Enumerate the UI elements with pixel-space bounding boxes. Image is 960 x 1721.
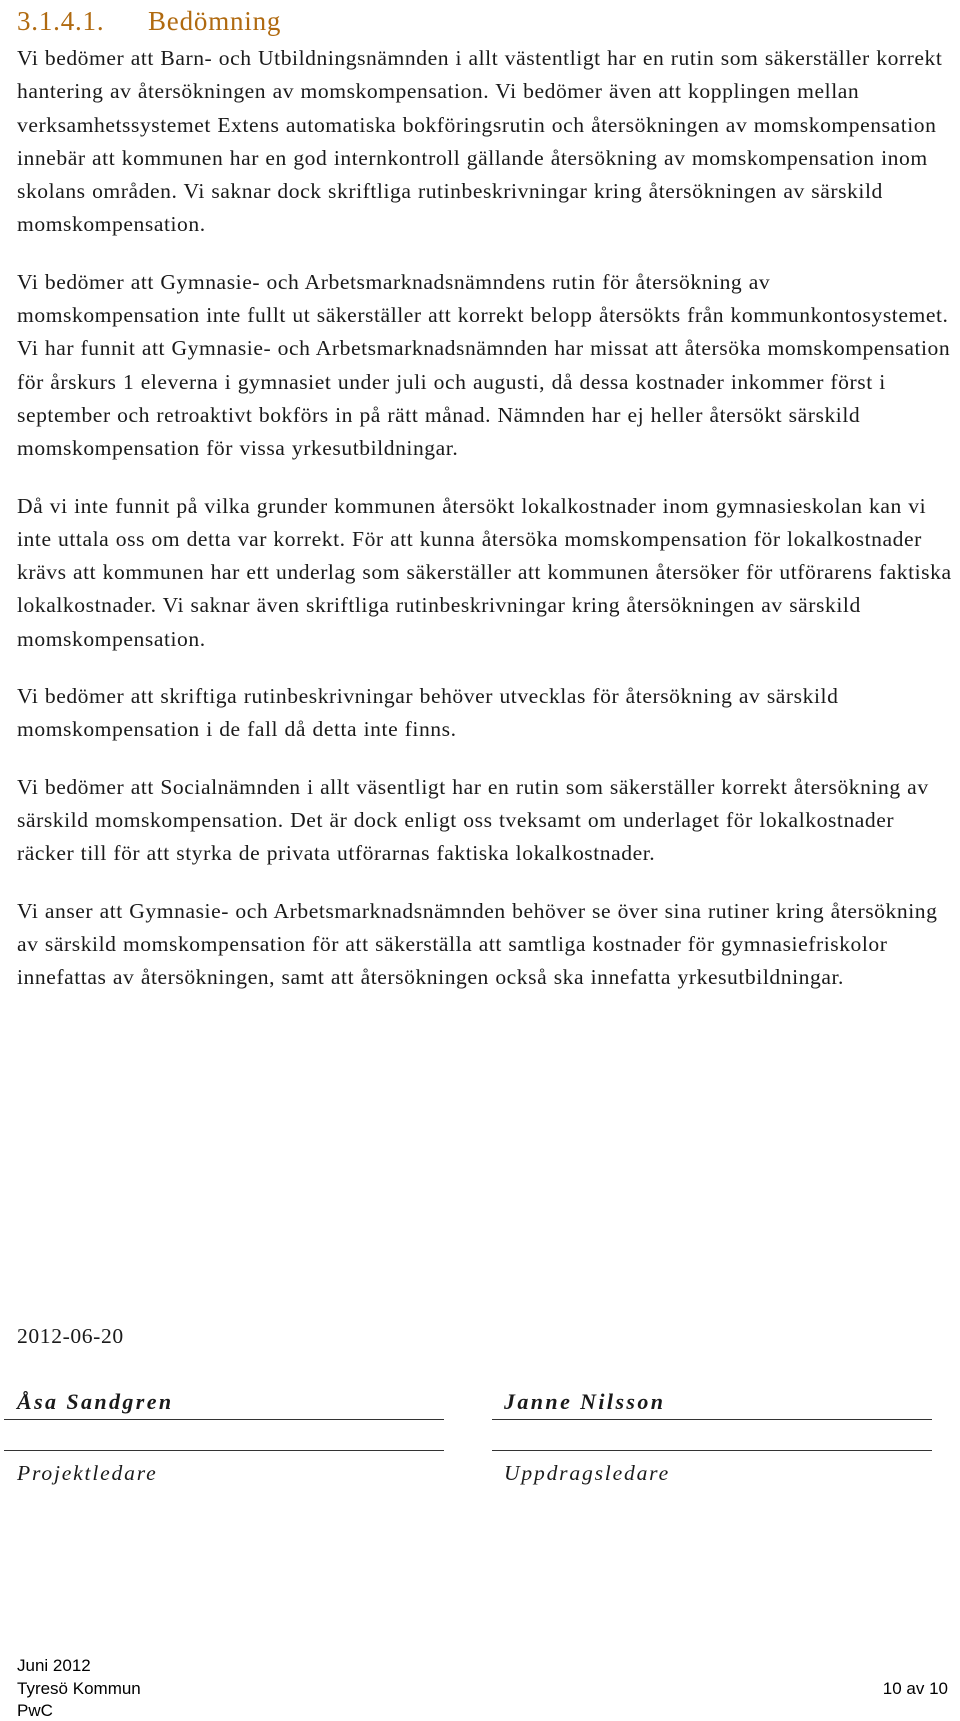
section-title: Bedömning	[148, 6, 282, 36]
left-signature-line-top	[4, 1419, 444, 1420]
paragraph-1: Vi bedömer att Barn- och Utbildningsnämnden i allt västentligt har en rutin som säkerställer korrekt hantering av återsökningen av momskompensation. Vi bedömer även att kopplingen mellan verksamhetssystemet Extens automatiska bokföringsrutin och återsökningen av momskompensation innebär att kommunen har en god internkontroll gällande återsökning av momskompensation inom skolans områden. Vi saknar dock skriftliga rutinbeskrivningar kring återsökningen av särskild momskompensation.	[17, 46, 943, 237]
section-heading	[17, 4, 281, 38]
footer-date: Juni 2012	[17, 1656, 91, 1675]
signature-date: 2012-06-20	[17, 1324, 124, 1348]
footer-organization: Tyresö Kommun	[17, 1679, 141, 1698]
paragraph-3: Då vi inte funnit på vilka grunder kommunen återsökt lokalkostnader inom gymnasieskolan kan vi inte uttala oss om detta var korrekt. För att kunna återsöka momskompensation för lokalkostnader krävs att kommunen har ett underlag som säkerställer att kommunen återsöker för utförarens faktiska lokalkostnader. Vi saknar även skriftliga rutinbeskrivningar kring återsökningen av särskild momskompensation.	[17, 493, 952, 651]
footer-firm: PwC	[17, 1701, 53, 1720]
paragraph-5: Vi bedömer att Socialnämnden i allt väsentligt har en rutin som säkerställer korrekt återsökning av särskild momskompensation. Det är dock enligt oss tveksamt om underlaget för lokalkostnader räcker till för att styrka de privata utförarnas faktiska lokalkostnader.	[17, 774, 929, 866]
left-signature-line-bottom	[4, 1450, 444, 1451]
paragraph-2: Vi bedömer att Gymnasie- och Arbetsmarknadsnämndens rutin för återsökning av momskompensation inte fullt ut säkerställer att korrekt belopp återsökts från kommunkontosystemet. Vi har funnit att Gymnasie- och Arbetsmarknadsnämnden har missat att återsöka momskompensation för årskurs 1 eleverna i gymnasiet under juli och augusti, då dessa kostnader inkommer först i september och retroaktivt bokförs in på rätt månad. Nämnden har ej heller återsökt särskild momskompensation för vissa yrkesutbildningar.	[17, 269, 951, 461]
paragraph-6: Vi anser att Gymnasie- och Arbetsmarknadsnämnden behöver se över sina rutiner kring återsökning av särskild momskompensation för att säkerställa att samtliga kostnader för gymnasiefriskolor innefattas av återsökningen, samt att återsökningen också ska innefatta yrkesutbildningar.	[17, 898, 938, 990]
body-text	[17, 42, 952, 1018]
section-number: 3.1.4.1.	[17, 6, 105, 36]
right-signature-line-top	[492, 1419, 932, 1420]
right-signatory-name: Janne Nilsson	[504, 1389, 666, 1414]
right-signatory-role: Uppdragsledare	[504, 1461, 670, 1485]
left-signatory-role: Projektledare	[17, 1461, 158, 1485]
left-signatory-name: Åsa Sandgren	[17, 1389, 174, 1414]
footer-page-number: 10 av 10	[882, 1679, 948, 1698]
right-signature-line-bottom	[492, 1450, 932, 1451]
paragraph-4: Vi bedömer att skriftiga rutinbeskrivningar behöver utvecklas för återsökning av särskild momskompensation i de fall då detta inte finns.	[17, 684, 839, 742]
